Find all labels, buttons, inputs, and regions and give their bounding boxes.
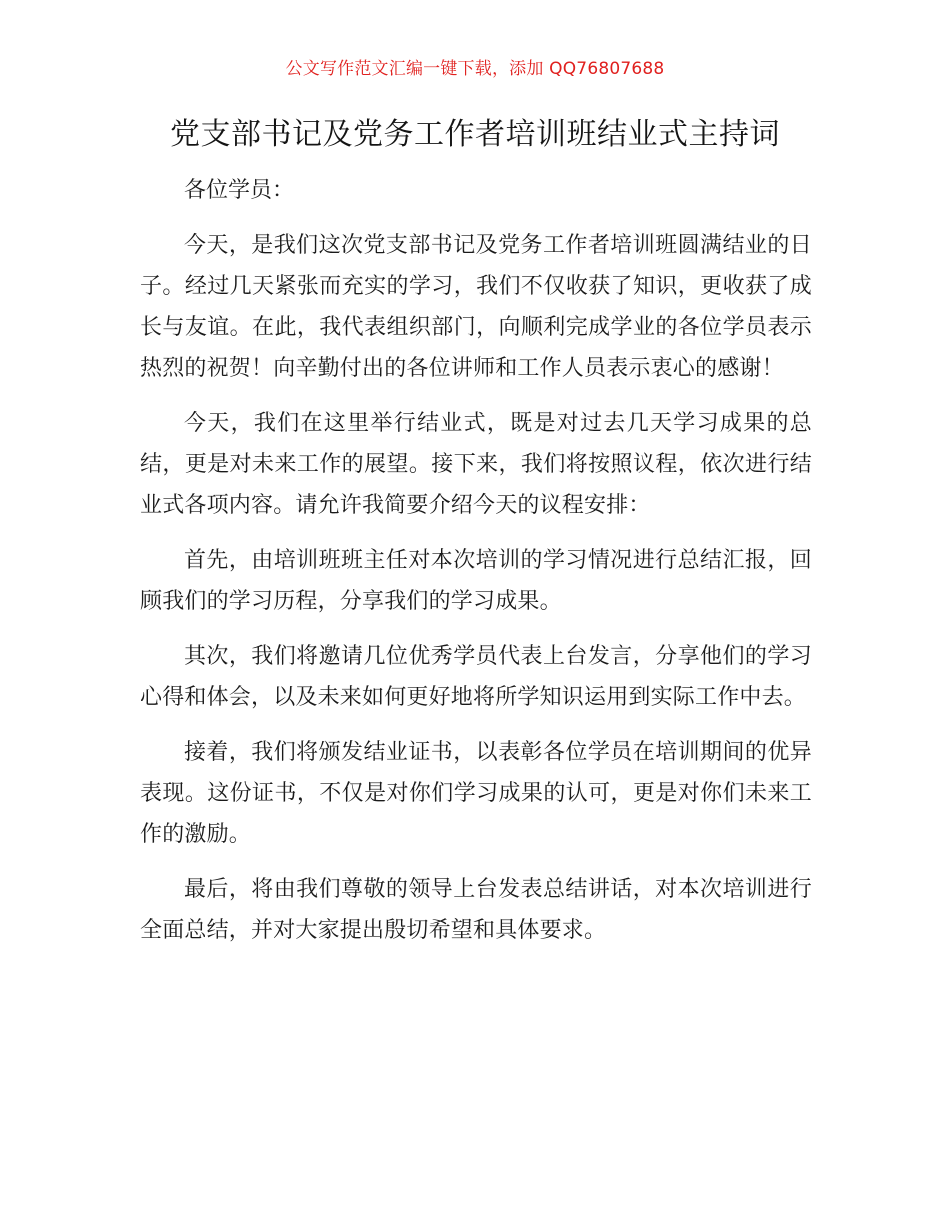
paragraph-first-item: 首先，由培训班班主任对本次培训的学习情况进行总结汇报，回顾我们的学习历程，分享我们的学习成果。: [140, 548, 812, 614]
paragraph-agenda-intro: 今天，我们在这里举行结业式，既是对过去几天学习成果的总结，更是对未来工作的展望。接下来，我们将按照议程，依次进行结业式各项内容。请允许我简要介绍今天的议程安排：: [140, 411, 812, 518]
paragraph-final-item: 最后，将由我们尊敬的领导上台发表总结讲话，对本次培训进行全面总结，并对大家提出殷切希望和具体要求。: [140, 877, 812, 943]
salutation: 各位学员：: [184, 178, 295, 203]
paragraph-opening: 今天，是我们这次党支部书记及党务工作者培训班圆满结业的日子。经过几天紧张而充实的学习，我们不仅收获了知识，更收获了成长与友谊。在此，我代表组织部门，向顺利完成学业的各位学员表示热烈的祝贺！向辛勤付出的各位讲师和工作人员表示衷心的感谢！: [140, 233, 812, 381]
document-title: 党支部书记及党务工作者培训班结业式主持词: [170, 117, 780, 152]
download-promo-note: 公文写作范文汇编一键下载，添加 QQ76807688: [285, 59, 665, 79]
paragraph-second-item: 其次，我们将邀请几位优秀学员代表上台发言，分享他们的学习心得和体会，以及未来如何更好地将所学知识运用到实际工作中去。: [140, 644, 812, 710]
document-body: [140, 170, 812, 965]
paragraph-third-item: 接着，我们将颁发结业证书，以表彰各位学员在培训期间的优异表现。这份证书，不仅是对你们学习成果的认可，更是对你们未来工作的激励。: [140, 740, 812, 847]
